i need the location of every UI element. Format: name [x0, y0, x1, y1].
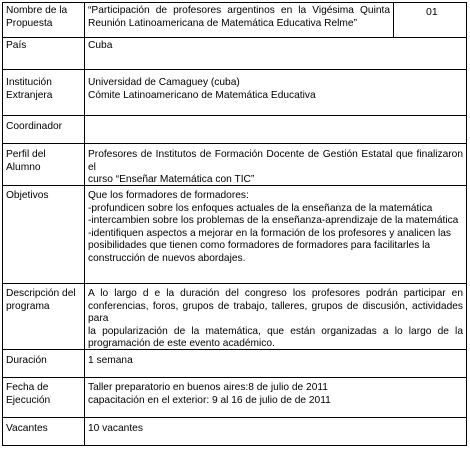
proposal-table — [2, 2, 467, 446]
value-cell — [85, 70, 466, 115]
row-vacantes — [3, 417, 466, 445]
value-line: -intercambien sobre los problemas de la enseñanza-aprendizaje de la matemática — [88, 215, 459, 227]
value-cell — [85, 378, 466, 417]
value-cell — [85, 116, 466, 143]
value-line: Cuba — [88, 40, 113, 51]
label-line: Fecha de — [6, 382, 49, 393]
label-cell — [3, 116, 85, 143]
label-line: Descripción del — [6, 288, 76, 299]
label-line: Objetivos — [6, 190, 49, 201]
label-cell — [3, 350, 85, 377]
value-line: Cómite Latinoamericano de Matemática Educativa — [88, 89, 316, 101]
proposal-title-cell — [85, 3, 394, 37]
value-line: Universidad de Camaguey (cuba) — [88, 77, 240, 88]
label-line: Coordinador — [6, 121, 63, 132]
value-line: posibilidades que tienen como formadores de formadores para facilitarles la — [88, 240, 431, 252]
row-fecha-ejecucion — [3, 377, 466, 417]
label-line: Extranjera — [6, 89, 53, 101]
value-line: A lo largo d e la duración del congreso los profesores podrán participar en — [88, 288, 463, 299]
label-line: programa — [6, 300, 50, 312]
value-line: Que los formadores de formadores: — [88, 190, 249, 201]
label-cell — [3, 38, 85, 69]
row-objetivos — [3, 185, 466, 283]
value-cell — [85, 186, 466, 283]
label-line: Nombre de la — [6, 5, 68, 16]
value-line: Profesores de Institutos de Formación Docente de Gestión Estatal que finalizaron el — [88, 149, 463, 173]
label-line: Institución — [6, 77, 52, 88]
label-cell — [3, 144, 85, 185]
value-line: programación de este evento académico. — [88, 338, 275, 349]
label-line: Vacantes — [6, 423, 48, 434]
value-cell — [85, 418, 466, 445]
value-line: Taller preparatorio en buenos aires:8 de julio de 2011 — [88, 382, 328, 393]
label-line: Propuesta — [6, 17, 53, 29]
label-line: Ejecución — [6, 394, 51, 406]
row-pais — [3, 37, 466, 69]
label-line: Alumno — [6, 161, 41, 173]
value-line: la popularización de la matemática, que están organizadas a lo largo de la — [88, 325, 463, 337]
value-line: capacitación en el exterior: 9 al 16 de julio de de 2011 — [88, 394, 331, 406]
value-cell — [85, 350, 466, 377]
label-cell — [3, 418, 85, 445]
row-nombre-propuesta — [3, 3, 466, 37]
value-line: -profundicen sobre los enfoques actuales de la enseñanza de la matemática — [88, 202, 433, 214]
value-cell — [85, 284, 466, 349]
value-cell — [85, 38, 466, 69]
label-line: Duración — [6, 355, 47, 366]
row-perfil-alumno — [3, 143, 466, 185]
row-coordinador — [3, 115, 466, 143]
row-duracion — [3, 349, 466, 377]
value-line: -identifiquen aspectos a mejorar en la formación de los profesores y analicen las — [88, 227, 451, 239]
label-cell — [3, 186, 85, 283]
label-cell — [3, 3, 85, 37]
value-line: 10 vacantes — [88, 423, 143, 434]
value-line: construcción de nuevos abordajes. — [88, 252, 246, 264]
value-line: curso “Enseñar Matemática con TIC” — [88, 174, 255, 185]
value-cell — [85, 144, 466, 185]
label-cell — [3, 284, 85, 349]
label-line: País — [6, 40, 27, 51]
row-descripcion-programa — [3, 283, 466, 349]
value-line: conferencias, foros, grupos de trabajo, talleres, grupos de discusión, actividades para — [88, 300, 463, 325]
label-cell — [3, 378, 85, 417]
proposal-title-line: “Participación de profesores argentinos en la Vigésima Quinta — [88, 5, 390, 16]
proposal-number: 01 — [426, 6, 438, 18]
value-line: 1 semana — [88, 355, 133, 366]
label-line: Perfil del — [6, 149, 46, 160]
label-cell — [3, 70, 85, 115]
row-institucion — [3, 69, 466, 115]
proposal-title-line: Reunión Latinoamericana de Matemática Educativa Relme” — [88, 17, 357, 29]
